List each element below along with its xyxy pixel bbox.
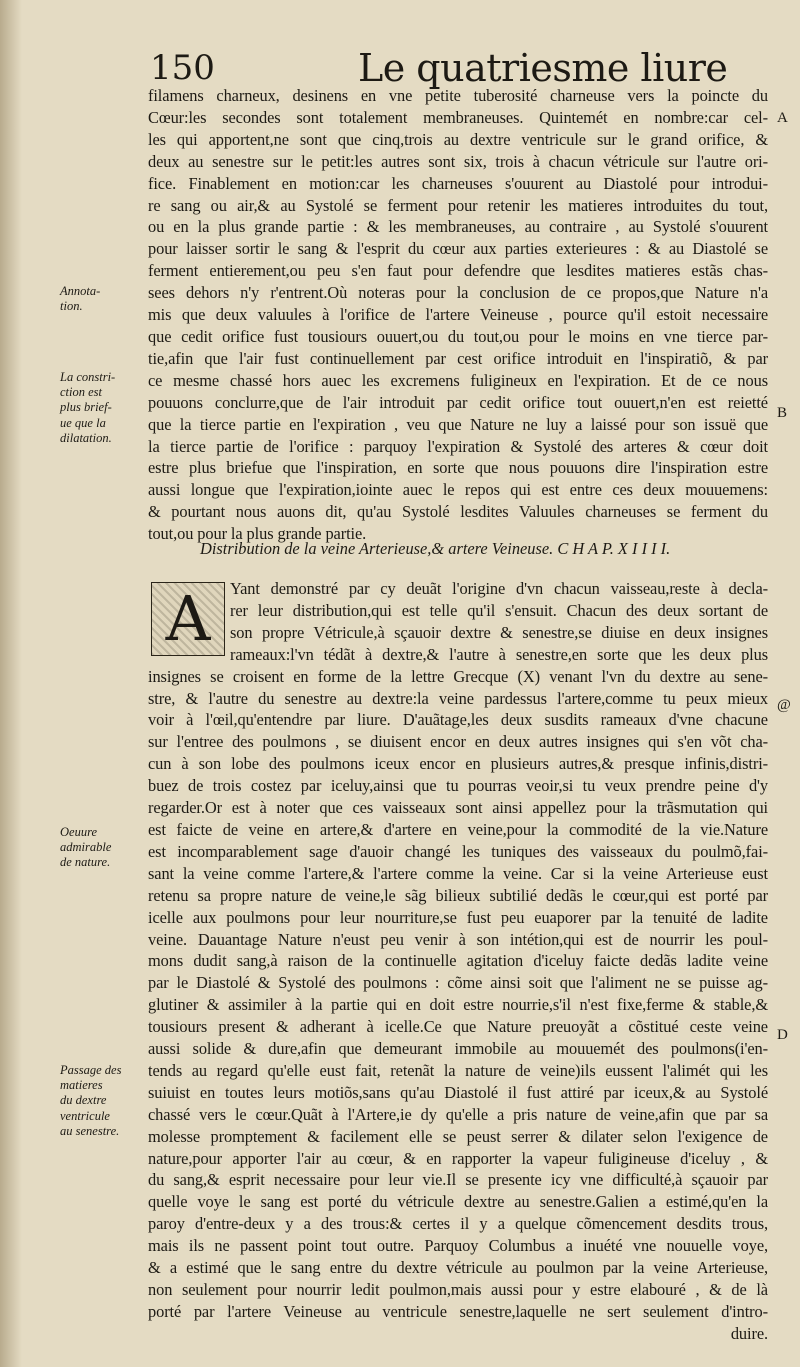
catchword: duire. [730,1323,768,1343]
text-line: non seulement pour nourrir ledit poulmon,mais aussi pour y estre elabouré , & de là [148,1280,768,1299]
text-line: re sang ou air,& au Systolé se ferment pour retenir les matieres introduites du tout, [148,195,768,215]
text-line: les qui apportent,ne sont que cinq,trois au dextre ventricule sur le grand orifice, & [148,129,768,149]
text-line: tends au regard qu'elle eust fait, retenãt la nature de veine)ils eussent l'alimét qui les [148,1060,768,1080]
side-note-line: Annota- [60,284,101,298]
text-line: stre, & l'autre du senestre au dextre:la veine pardessus l'artere,comme tu peux mieux [148,688,768,708]
side-note-passage [60,1063,150,1139]
side-note-line: au senestre. [60,1123,120,1138]
text-line: deux au senestre sur le petit:les autres sont six, trois à chacun vétricule sur l'autre ori- [148,151,768,171]
margin-letter-a: A [777,110,788,126]
side-note-line: ventricule [60,1108,110,1123]
text-line: glutiner & assimiler à la partie qui en doit estre nourrie,s'il n'est fixe,ferme & stable,& [148,995,768,1015]
text-line: icelle aux poulmons pour leur nourriture,se fust peu euaporer par la tenuité de ladite [148,907,768,927]
text-line: mais ils ne passent point tout outre. Parquoy Columbus a inuété vne nouuelle voye, [148,1236,768,1256]
text-line: retenu sa propre nature de veine,le sãg bilieux subtilié dedãs le cœur,qui est porté par [148,885,768,905]
side-note-line: du dextre [60,1093,107,1108]
text-line: buez de trois costez par iceluy,ainsi que tu pourras veoir,si tu veux prendre peine d'y [148,776,768,796]
text-line: sur l'entree des poulmons , se diuisent encor en deux autres insignes qui s'en võt cha- [148,732,768,752]
text-line: veine. Dauantage Nature n'eust peu venir à son intétion,qui est de nourrir les poul- [148,929,768,949]
side-note-line: plus brief- [60,400,112,415]
side-note-line: matieres [60,1078,103,1093]
text-line: tousiours present & adherant à icelle.Ce que Nature preuoyãt a cõstitué ceste veine [148,1017,768,1037]
text-line: fice. Finablement en motion:car les charneuses s'ouurent au Diastolé pour introdui- [148,173,768,193]
text-line: est faicte de veine en artere,& d'artere en veine,pour la commodité de la vie.Nature [148,819,768,839]
text-line: rer leur distribution,qui est telle qu'il s'ensuit. Chacun des deux sortant de [230,600,768,620]
text-line: quelle voye le sang est porté du vétricule dextre au senestre.Galien a estimé,qu'en la [148,1192,768,1212]
text-line: nature,pour apporter l'air au cœur, & en rapporter la vapeur fuligineuse d'iceluy , & [148,1148,768,1168]
text-line: regarder.Or est à noter que ces vaisseaux sont ainsi appellez pour la trãsmutation qui [148,798,768,818]
text-line: la tierce partie de l'orifice : parquoy l'expiration & Systolé des arteres & cœur doit [148,436,768,456]
running-title: Le quatriesme liure [358,46,728,90]
text-line: estre plus briefue que l'inspiration, en sorte que nous pouuons dire l'inspiration estre [148,458,768,478]
text-line: mons dudit sang,à raison de la continuelle agitation d'iceluy faicte dedãs ladite veine [148,951,768,971]
side-note-line: Passage des [60,1063,122,1077]
text-line: du sang,& esprit necessaire pour leur vie.Il se presente icy vne difficulté,à sçauoir par [148,1170,768,1190]
margin-letter-b: B [777,405,788,421]
text-line: insignes se croisent en forme de la lettre Grecque (X) venant l'vn du dextre au sene- [148,666,768,686]
side-note-line: Oeuure [60,825,98,839]
side-note-line: ction est [60,385,103,400]
text-line: ou en la plus grande partie : & les membraneuses, au contraire , au Systolé s'ouurent [148,217,768,237]
text-line: pour laisser sortir le sang & l'esprit du cœur aux parties exterieures : & au Diastolé se [148,239,768,259]
text-line: mis que deux valuules à l'orifice de l'artere Veineuse , pource qu'il estoit necessaire [148,305,768,325]
text-line: paroy d'entre-deux y a des trous:& certes il y a quelque cõmencement desdits trous, [148,1214,768,1234]
side-note-oeuvre [60,825,150,871]
text-line: ferment entierement,ou peu s'en faut pour defendre que lesdites matieres estãs chas- [148,261,768,281]
text-line: que cedit orifice fust tousiours ouuert,ou du tout,ou pour le moins en vne tierce par- [148,326,768,346]
text-line: tout,ou pour la plus grande partie. [148,524,367,544]
side-note-line: tion. [60,299,83,314]
text-line: porté par l'artere Veineuse au ventricule senestre,laquelle ne sert seulement d'intro- [148,1301,768,1321]
chapter-heading: Distribution de la veine Arterieuse,& artere Veineuse. C H A P. X I I I I. [200,539,671,558]
side-note-line: admirable [60,840,112,855]
text-line: rameaux:l'vn tédãt à dextre,& l'autre à senestre,en sorte que les deux plus [230,644,768,664]
text-line: que la tierce partie en l'expiration , veu que Nature ne luy a laissé pour son issuë que [148,414,768,434]
text-line: ce mesme chassé hors auec les excremens fuligineux en l'expiration. Et de ce nous [148,370,768,390]
margin-letter-c: @ [777,697,791,713]
text-line: sees dehors n'y r'entrent.Où noteras pour la conclusion de ce propos,que Nature n'a [148,283,768,303]
text-line: aussi solide & dure,afin que demeurant immobile au mouuemét des poulmons(i'en- [148,1039,768,1059]
side-note-line: dilatation. [60,430,112,445]
text-line: voir à l'œil,qu'entendre par liure. D'auãtage,les deux susdits rameaux d'vne chacune [148,710,768,730]
text-line: par le Diastolé & Systolé des poulmons : cõme ainsi soit que l'aliment ne se puisse ag- [148,973,768,993]
margin-letter-d: D [777,1027,788,1043]
text-line: chassé vers le cœur.Quãt à l'Artere,ie dy qu'elle a pris nature de veine,afin que par sa [148,1104,768,1124]
text-line: Yant demonstré par cy deuãt l'origine d'vn chacun vaisseau,reste à decla- [230,579,768,598]
side-note-line: de nature. [60,855,111,870]
page-number: 150 [150,48,215,88]
side-note-annotation [60,284,150,314]
gutter-shadow [0,0,22,1367]
drop-cap-letter: A [165,582,211,655]
text-line: Cœur:les secondes sont totalement membraneuses. Quintemét en nombre:car cel- [148,107,768,127]
text-line: son propre Vétricule,à sçauoir dextre & senestre,se diuise en deux insignes [230,622,768,642]
side-note-line: La constri- [60,370,116,384]
text-line: suiuist en toutes leurs motiõs,sans qu'au Diastolé il fust attiré par iceux,& au Systolé [148,1082,768,1102]
text-line: pouuons conclurre,que de l'air introduit par cedit orifice tout ouuert,n'en est reietté [148,392,768,412]
text-line: filamens charneux, desinens en vne petite tuberosité charneuse vers la poincte du [148,86,768,105]
text-line: & a estimé que le sang entre du dextre vétricule au poulmon par la veine Arterieuse, [148,1258,768,1278]
text-line: molesse promptement & facilement elle se peust serrer & dilater selon l'exigence de [148,1126,768,1146]
text-line: aussi longue que l'expiration,iointe auec le repos qui est entre ces deux mouuemens: [148,480,768,500]
text-block-chapter [148,578,768,1345]
text-line: sant la veine comme l'artere,& l'artere comme la veine. Car si la veine Arterieuse eust [148,863,768,883]
text-block-continuation [148,85,768,545]
indented-lines [230,578,768,666]
side-note-line: ue que la [60,415,106,430]
text-line: & pourtant nous auons dit, qu'au Systolé lesdites Valuules charneuses se ferment du [148,502,768,522]
text-line: est incomparablement sage d'auoir changé les tuniques des vaisseaux du poulmõ,fai- [148,841,768,861]
side-note-contraction [60,370,150,446]
text-line: cun à son lobe des poulmons iceux encor en plusieurs autres,& presque infinis,distri- [148,754,768,774]
text-line: tie,afin que l'air fust continuellement par cest orifice introduit en l'inspiratiõ, & par [148,348,768,368]
